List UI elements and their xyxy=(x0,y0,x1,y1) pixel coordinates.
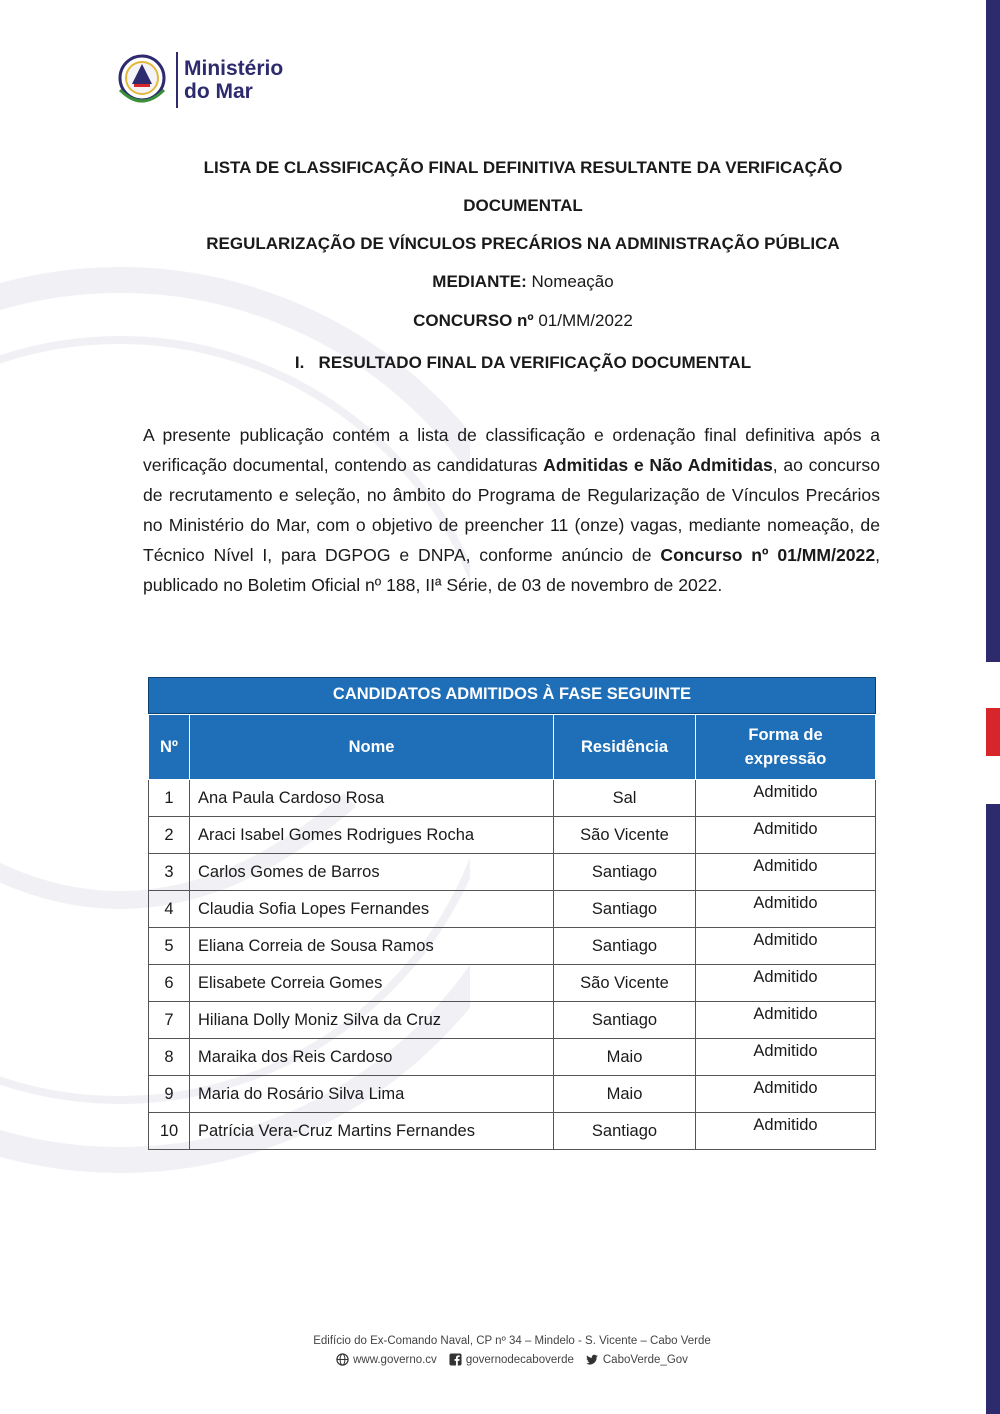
footer-facebook[interactable] xyxy=(449,1353,574,1366)
row-residence: Santiago xyxy=(554,928,696,965)
row-residence: Sal xyxy=(554,780,696,817)
table-row xyxy=(149,1113,876,1150)
footer-links xyxy=(0,1353,1000,1366)
header-num: Nº xyxy=(149,715,190,780)
header-form-line2: expressão xyxy=(744,750,827,768)
row-num: 5 xyxy=(149,928,190,965)
row-name: Hiliana Dolly Moniz Silva da Cruz xyxy=(190,1002,554,1039)
row-status: Admitido xyxy=(696,780,876,817)
para-bold-1: Admitidas e Não Admitidas xyxy=(543,455,773,475)
row-name: Eliana Correia de Sousa Ramos xyxy=(190,928,554,965)
concurso-line xyxy=(130,311,916,331)
row-name: Maria do Rosário Silva Lima xyxy=(190,1076,554,1113)
header-residence: Residência xyxy=(554,715,696,780)
table-row xyxy=(149,1002,876,1039)
row-residence: Santiago xyxy=(554,1002,696,1039)
website-text: www.governo.cv xyxy=(353,1353,437,1366)
row-status: Admitido xyxy=(696,1002,876,1039)
row-num: 8 xyxy=(149,1039,190,1076)
logo-line1: Ministério xyxy=(184,57,284,80)
table-row xyxy=(149,817,876,854)
edge-bar-top xyxy=(986,0,1000,662)
row-residence: São Vicente xyxy=(554,817,696,854)
row-num: 6 xyxy=(149,965,190,1002)
twitter-icon xyxy=(586,1353,599,1366)
mediante-line xyxy=(130,272,916,292)
section-heading: I. RESULTADO FINAL DA VERIFICAÇÃO DOCUMENTAL xyxy=(294,353,752,372)
row-num: 9 xyxy=(149,1076,190,1113)
row-num: 1 xyxy=(149,780,190,817)
row-num: 4 xyxy=(149,891,190,928)
table-row xyxy=(149,965,876,1002)
row-residence: Santiago xyxy=(554,1113,696,1150)
header-form xyxy=(696,715,876,780)
row-name: Carlos Gomes de Barros xyxy=(190,854,554,891)
row-status: Admitido xyxy=(696,1113,876,1150)
row-status: Admitido xyxy=(696,891,876,928)
footer-website[interactable] xyxy=(336,1353,437,1366)
page-footer xyxy=(0,1335,1000,1366)
row-num: 10 xyxy=(149,1113,190,1150)
edge-bar-bottom xyxy=(986,804,1000,1414)
edge-bar-red xyxy=(986,708,1000,756)
row-status: Admitido xyxy=(696,965,876,1002)
row-num: 2 xyxy=(149,817,190,854)
header-form-line1: Forma de xyxy=(748,726,823,744)
para-text-2: , ao concurso de recrutamento e seleção, no âmbito do Programa de Regularização de Vínculos Precários no Ministério do Mar, com o objetivo de preencher 11 (onze) vagas, mediante nomeação, de Técnico Nível I, para DGPOG e DNPA, conforme anúncio de xyxy=(143,455,880,565)
row-name: Elisabete Correia Gomes xyxy=(190,965,554,1002)
row-name: Araci Isabel Gomes Rodrigues Rocha xyxy=(190,817,554,854)
row-status: Admitido xyxy=(696,1039,876,1076)
row-num: 7 xyxy=(149,1002,190,1039)
table-row xyxy=(149,1039,876,1076)
logo-divider xyxy=(176,52,178,108)
logo-text xyxy=(184,57,283,103)
row-residence: Maio xyxy=(554,1039,696,1076)
national-emblem-icon xyxy=(112,50,172,110)
header-name: Nome xyxy=(190,715,554,780)
row-name: Patrícia Vera-Cruz Martins Fernandes xyxy=(190,1113,554,1150)
row-residence: São Vicente xyxy=(554,965,696,1002)
table-header-row xyxy=(149,715,876,780)
row-residence: Maio xyxy=(554,1076,696,1113)
facebook-icon xyxy=(449,1353,462,1366)
row-name: Claudia Sofia Lopes Fernandes xyxy=(190,891,554,928)
ministry-logo xyxy=(112,50,283,110)
intro-paragraph xyxy=(143,420,880,600)
concurso-value: 01/MM/2022 xyxy=(533,311,633,330)
row-status: Admitido xyxy=(696,817,876,854)
title-line3: REGULARIZAÇÃO DE VÍNCULOS PRECÁRIOS NA ADMINISTRAÇÃO PÚBLICA xyxy=(206,234,840,253)
candidates-table-section xyxy=(148,677,876,1150)
row-status: Admitido xyxy=(696,854,876,891)
logo-line2: do Mar xyxy=(184,80,253,103)
candidates-table xyxy=(148,714,876,1150)
row-residence: Santiago xyxy=(554,891,696,928)
table-row xyxy=(149,1076,876,1113)
row-num: 3 xyxy=(149,854,190,891)
row-status: Admitido xyxy=(696,1076,876,1113)
para-text-3: , publicado no Boletim Oficial nº 188, IIª Série, de 03 de novembro de 2022. xyxy=(143,545,881,595)
para-bold-2: Concurso nº 01/MM/2022 xyxy=(660,545,876,565)
mediante-label: MEDIANTE: xyxy=(432,272,527,291)
facebook-text: governodecaboverde xyxy=(465,1353,574,1366)
row-name: Ana Paula Cardoso Rosa xyxy=(190,780,554,817)
twitter-text: CaboVerde_Gov xyxy=(602,1353,688,1366)
table-row xyxy=(149,854,876,891)
row-status: Admitido xyxy=(696,928,876,965)
mediante-value: Nomeação xyxy=(526,272,614,291)
row-residence: Santiago xyxy=(554,854,696,891)
table-row xyxy=(149,891,876,928)
para-text-1: A presente publicação contém a lista de classificação e ordenação final definitiva após a verificação documental, contendo as candidaturas xyxy=(143,425,880,475)
title-line2: DOCUMENTAL xyxy=(463,196,583,215)
concurso-label: CONCURSO nº xyxy=(413,311,534,330)
globe-icon xyxy=(336,1353,349,1366)
table-row xyxy=(149,928,876,965)
title-line1: LISTA DE CLASSIFICAÇÃO FINAL DEFINITIVA RESULTANTE DA VERIFICAÇÃO xyxy=(203,158,843,177)
row-name: Maraika dos Reis Cardoso xyxy=(190,1039,554,1076)
footer-address: Edifício do Ex-Comando Naval, CP nº 34 – Mindelo - S. Vicente – Cabo Verde xyxy=(313,1335,711,1347)
footer-twitter[interactable] xyxy=(586,1353,688,1366)
table-banner: CANDIDATOS ADMITIDOS À FASE SEGUINTE xyxy=(148,677,876,714)
table-row xyxy=(149,780,876,817)
